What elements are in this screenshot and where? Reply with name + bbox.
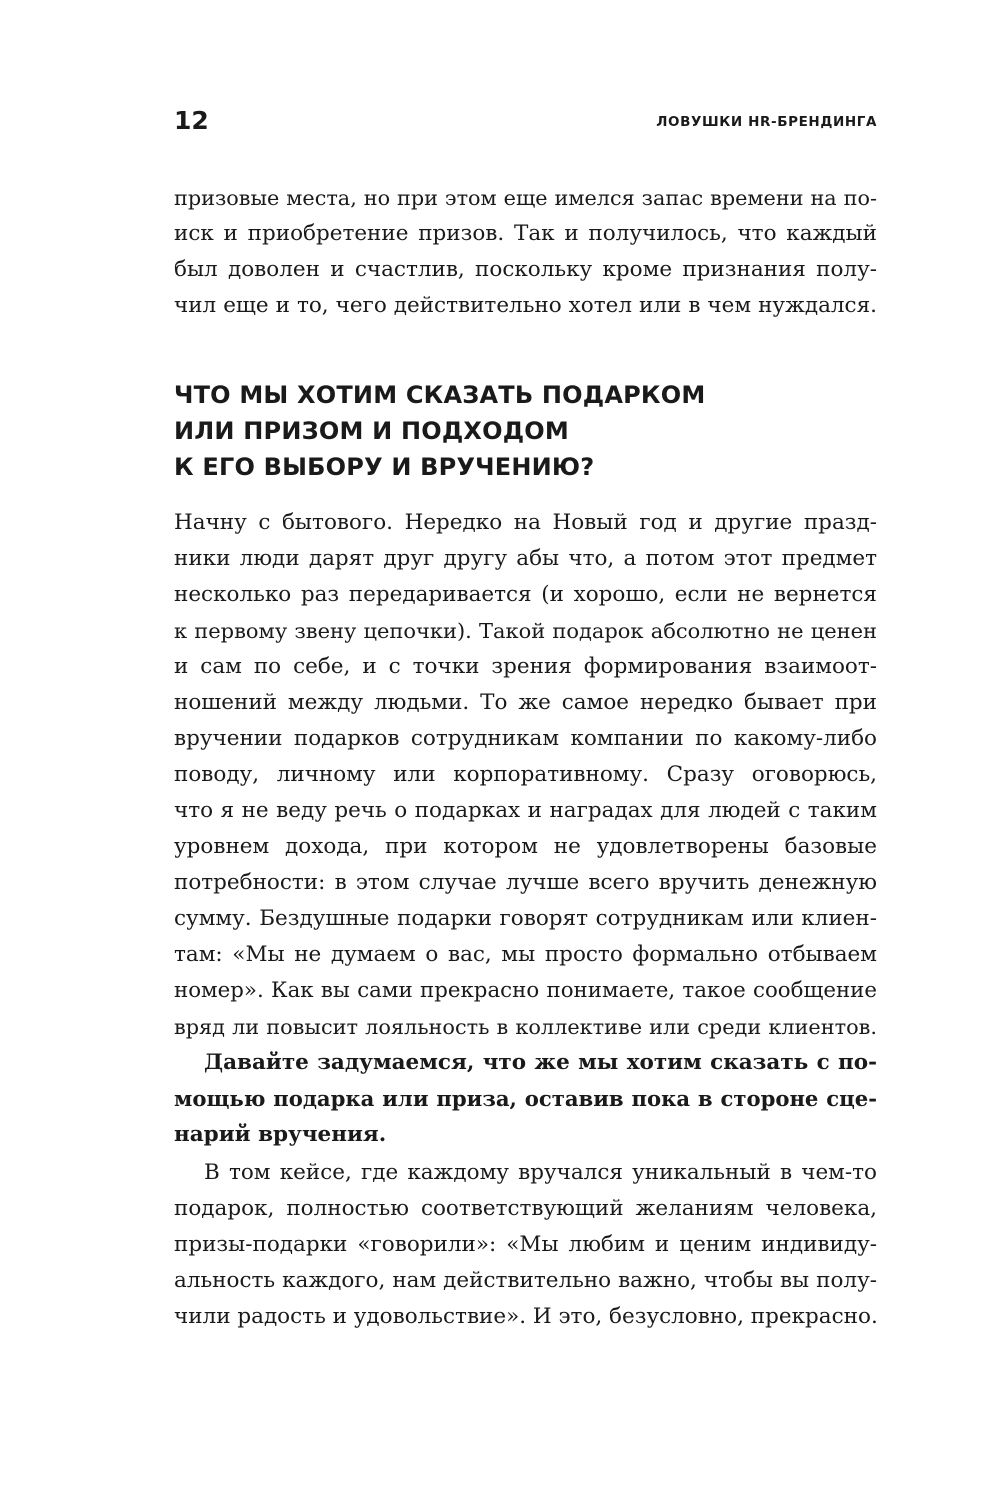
text-line: был доволен и счастлив, поскольку кроме признания полу- <box>174 257 877 282</box>
text-line: призы-подарки «говорили»: «Мы любим и ценим индивиду- <box>174 1232 877 1257</box>
heading-line: ИЛИ ПРИЗОМ И ПОДХОДОМ <box>174 417 569 445</box>
text-line: к первому звену цепочки). Такой подарок абсолютно не ценен <box>174 619 877 643</box>
text-line: чил еще и то, чего действительно хотел или в чем нуждался. <box>174 293 877 318</box>
text-line: чили радость и удовольствие». И это, безусловно, прекрасно. <box>174 1304 878 1329</box>
text-line: призовые места, но при этом еще имелся запас времени на по- <box>174 186 877 210</box>
running-title: ЛОВУШКИ HR-БРЕНДИНГА <box>656 114 877 130</box>
text-line: альность каждого, нам действительно важно, чтобы вы полу- <box>174 1268 877 1293</box>
text-line: Давайте задумаемся, что же мы хотим сказать с по- <box>204 1050 877 1075</box>
heading-line: ЧТО МЫ ХОТИМ СКАЗАТЬ ПОДАРКОМ <box>174 381 706 409</box>
heading-line: К ЕГО ВЫБОРУ И ВРУЧЕНИЮ? <box>174 453 595 481</box>
text-line: иск и приобретение призов. Так и получилось, что каждый <box>174 221 877 246</box>
text-line: несколько раз передаривается (и хорошо, если не вернется <box>174 582 877 607</box>
page-number: 12 <box>174 106 209 135</box>
text-line: сумму. Бездушные подарки говорят сотрудникам или клиен- <box>174 906 877 931</box>
text-line: Начну с бытового. Нередко на Новый год и другие празд- <box>174 510 877 535</box>
text-line: номер». Как вы сами прекрасно понимаете, такое сообщение <box>174 978 877 1003</box>
text-line: нарий вручения. <box>174 1122 387 1147</box>
text-line: что я не веду речь о подарках и наградах для людей с таким <box>174 798 877 823</box>
text-line: ники люди дарят друг другу абы что, а потом этот предмет <box>174 546 877 571</box>
text-line: мощью подарка или приза, оставив пока в стороне сце- <box>174 1086 877 1111</box>
text-line: вручении подарков сотрудникам компании по какому-либо <box>174 726 877 751</box>
text-line: и сам по себе, и с точки зрения формирования взаимоот- <box>174 654 877 679</box>
text-line: вряд ли повысит лояльность в коллективе или среди клиентов. <box>174 1015 877 1039</box>
text-line: подарок, полностью соответствующий желаниям человека, <box>174 1196 877 1221</box>
text-line: В том кейсе, где каждому вручался уникальный в чем-то <box>204 1160 877 1185</box>
text-line: там: «Мы не думаем о вас, мы просто формально отбываем <box>174 942 877 967</box>
text-line: уровнем дохода, при котором не удовлетворены базовые <box>174 834 877 859</box>
text-line: поводу, личному или корпоративному. Сразу оговорюсь, <box>174 762 877 787</box>
text-line: ношений между людьми. То же самое нередко бывает при <box>174 690 877 715</box>
text-line: потребности: в этом случае лучше всего вручить денежную <box>174 870 877 895</box>
